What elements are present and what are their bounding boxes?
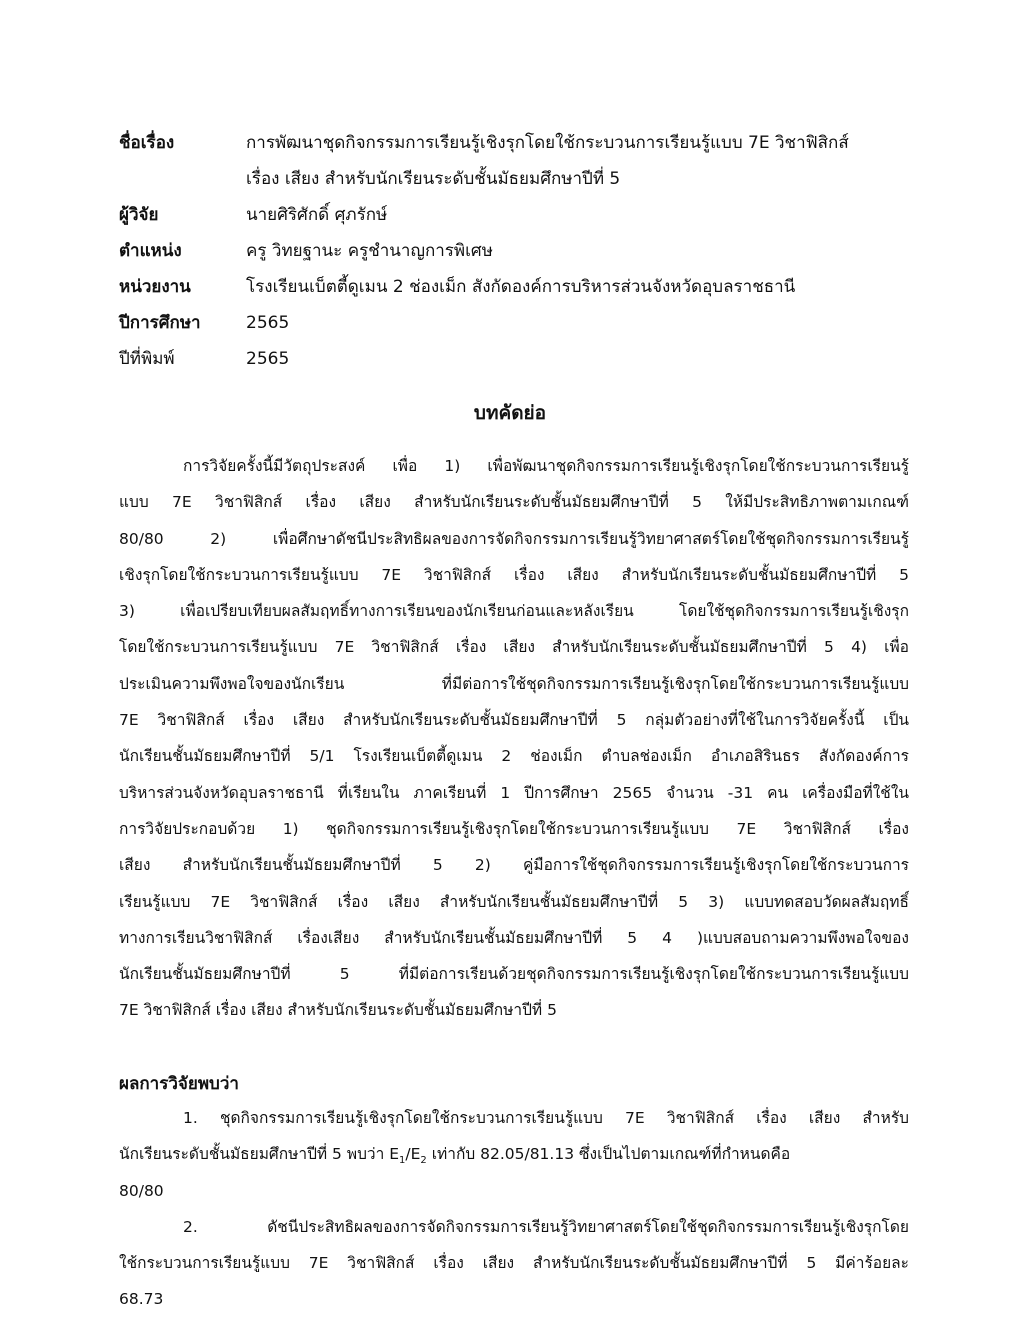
position-value: ครู วิทยฐานะ ครูชำนาญการพิเศษ — [246, 241, 493, 261]
agency-value: โรงเรียนเบ็ตตี้ดูเมน 2 ช่องเม็ก สังกัดองค์การบริหารส่วนจังหวัดอุบลราชธานี — [246, 277, 796, 297]
agency-row — [119, 269, 909, 305]
publish-year-value: 2565 — [246, 349, 290, 369]
e2-subscript: 2 — [420, 1155, 427, 1167]
abstract-line: 80/80 2) เพื่อศึกษาดัชนีประสิทธิผลของการจัดกิจกรรมการเรียนรู้วิทยาศาสตร์โดยใช้ชุดกิจกรรมการเรียนรู้ — [119, 529, 909, 548]
abstract-paragraph — [119, 448, 909, 1029]
result-item-2-line-2: ใช้กระบวนการเรียนรู้แบบ 7E วิชาฟิสิกส์ เรื่อง เสียง สำหรับนักเรียนระดับชั้นมัธยมศึกษาปีที่ 5 มีค่าร้อยละ — [119, 1254, 909, 1273]
academic-year-label: ปีการศึกษา — [119, 313, 201, 333]
abstract-line: 3) เพื่อเปรียบเทียบผลสัมฤทธิ์ทางการเรียนของนักเรียนก่อนและหลังเรียน โดยใช้ชุดกิจกรรมการเรียนรู้เชิงรุก — [119, 602, 909, 621]
result-item-1-line-2 — [119, 1136, 909, 1172]
academic-year-row — [119, 305, 909, 341]
abstract-line: เรียนรู้แบบ 7E วิชาฟิสิกส์ เรื่อง เสียง สำหรับนักเรียนชั้นมัธยมศึกษาปีที่ 5 3) แบบทดสอบวัดผลสัมฤทธิ์ — [119, 892, 909, 911]
title-row — [119, 125, 909, 197]
agency-label: หน่วยงาน — [119, 277, 191, 297]
result-item-1-text-before: นักเรียนระดับชั้นมัธยมศึกษาปีที่ 5 พบว่า E — [119, 1145, 400, 1164]
result-item-1-line-3: 80/80 — [119, 1181, 164, 1200]
abstract-line: นักเรียนชั้นมัธยมศึกษาปีที่ 5 ที่มีต่อการเรียนด้วยชุดกิจกรรมการเรียนรู้เชิงรุกโดยใช้กระบวนการเรียนรู้แบบ — [119, 965, 909, 984]
results-list — [119, 1100, 909, 1318]
title-value — [246, 125, 909, 197]
abstract-line: โดยใช้กระบวนการเรียนรู้แบบ 7E วิชาฟิสิกส์ เรื่อง เสียง สำหรับนักเรียนระดับชั้นมัธยมศึกษาปีที่ 5 4) เพื่อ — [119, 638, 909, 657]
publish-year-label: ปีที่พิมพ์ — [119, 349, 175, 369]
publish-year-row — [119, 341, 909, 377]
efficiency-ratio-slash: /E — [405, 1145, 421, 1164]
result-item-1-line-1: 1. ชุดกิจกรรมการเรียนรู้เชิงรุกโดยใช้กระบวนการเรียนรู้แบบ 7E วิชาฟิสิกส์ เรื่อง เสียง สำหรับ — [183, 1109, 909, 1127]
position-row — [119, 233, 909, 269]
abstract-line: นักเรียนชั้นมัธยมศึกษาปีที่ 5/1 โรงเรียนเบ็ตตี้ดูเมน 2 ช่องเม็ก ตำบลช่องเม็ก อำเภอสิรินธร สังกัดองค์การ — [119, 747, 909, 766]
title-line-2: เรื่อง เสียง สำหรับนักเรียนระดับชั้นมัธยมศึกษาปีที่ 5 — [246, 169, 621, 189]
document-metadata — [119, 125, 909, 377]
researcher-value: นายศิริศักดิ์ ศุภรักษ์ — [246, 205, 388, 225]
researcher-label: ผู้วิจัย — [119, 205, 159, 225]
abstract-line: การวิจัยครั้งนี้มีวัตถุประสงค์ เพื่อ 1) เพื่อพัฒนาชุดกิจกรรมการเรียนรู้เชิงรุกโดยใช้กระบวนการเรียนรู้ — [183, 457, 909, 475]
results-heading: ผลการวิจัยพบว่า — [119, 1074, 239, 1094]
researcher-row — [119, 197, 909, 233]
abstract-line: ประเมินความพึงพอใจของนักเรียน ที่มีต่อการใช้ชุดกิจกรรมการเรียนรู้เชิงรุกโดยใช้กระบวนการเรียนรู้แบบ — [119, 674, 909, 693]
e1-subscript: 1 — [399, 1155, 406, 1167]
title-label: ชื่อเรื่อง — [119, 133, 175, 153]
abstract-line: บริหารส่วนจังหวัดอุบลราชธานี ที่เรียนใน ภาคเรียนที่ 1 ปีการศึกษา 2565 จำนวน -31 คน เครื่องมือที่ใช้ใน — [119, 783, 909, 802]
title-line-1: การพัฒนาชุดกิจกรรมการเรียนรู้เชิงรุกโดยใช้กระบวนการเรียนรู้แบบ 7E วิชาฟิสิกส์ — [246, 133, 849, 153]
abstract-line: เชิงรุกโดยใช้กระบวนการเรียนรู้แบบ 7E วิชาฟิสิกส์ เรื่อง เสียง สำหรับนักเรียนระดับชั้นมัธยมศึกษาปีที่ 5 — [119, 565, 909, 584]
abstract-line: 7E วิชาฟิสิกส์ เรื่อง เสียง สำหรับนักเรียนระดับชั้นมัธยมศึกษาปีที่ 5 — [119, 1001, 557, 1020]
result-item-2-line-1: 2. ดัชนีประสิทธิผลของการจัดกิจกรรมการเรียนรู้วิทยาศาสตร์โดยใช้ชุดกิจกรรมการเรียนรู้เชิงรุกโดย — [183, 1217, 909, 1236]
abstract-line: การวิจัยประกอบด้วย 1) ชุดกิจกรรมการเรียนรู้เชิงรุกโดยใช้กระบวนการเรียนรู้แบบ 7E วิชาฟิสิกส์ เรื่อง — [119, 819, 909, 838]
result-item-1-text-after: เท่ากับ 82.05/81.13 ซึ่งเป็นไปตามเกณฑ์ที่กำหนดคือ — [426, 1145, 791, 1164]
abstract-line: ทางการเรียนวิชาฟิสิกส์ เรื่องเสียง สำหรับนักเรียนชั้นมัธยมศึกษาปีที่ 5 4 )แบบสอบถามความพึงพอใจของ — [119, 928, 909, 947]
abstract-line: แบบ 7E วิชาฟิสิกส์ เรื่อง เสียง สำหรับนักเรียนระดับชั้นมัธยมศึกษาปีที่ 5 ให้มีประสิทธิภาพตามเกณฑ์ — [119, 493, 909, 512]
result-item-2-line-3: 68.73 — [119, 1290, 164, 1309]
academic-year-value: 2565 — [246, 313, 290, 333]
abstract-heading: บทคัดย่อ — [473, 402, 547, 424]
abstract-line: เสียง สำหรับนักเรียนชั้นมัธยมศึกษาปีที่ 5 2) คู่มือการใช้ชุดกิจกรรมการเรียนรู้เชิงรุกโดยใช้กระบวนการ — [119, 856, 909, 875]
position-label: ตำแหน่ง — [119, 241, 182, 261]
abstract-line: 7E วิชาฟิสิกส์ เรื่อง เสียง สำหรับนักเรียนระดับชั้นมัธยมศึกษาปีที่ 5 กลุ่มตัวอย่างที่ใช้ในการวิจัยครั้งนี้ เป็น — [119, 711, 909, 730]
